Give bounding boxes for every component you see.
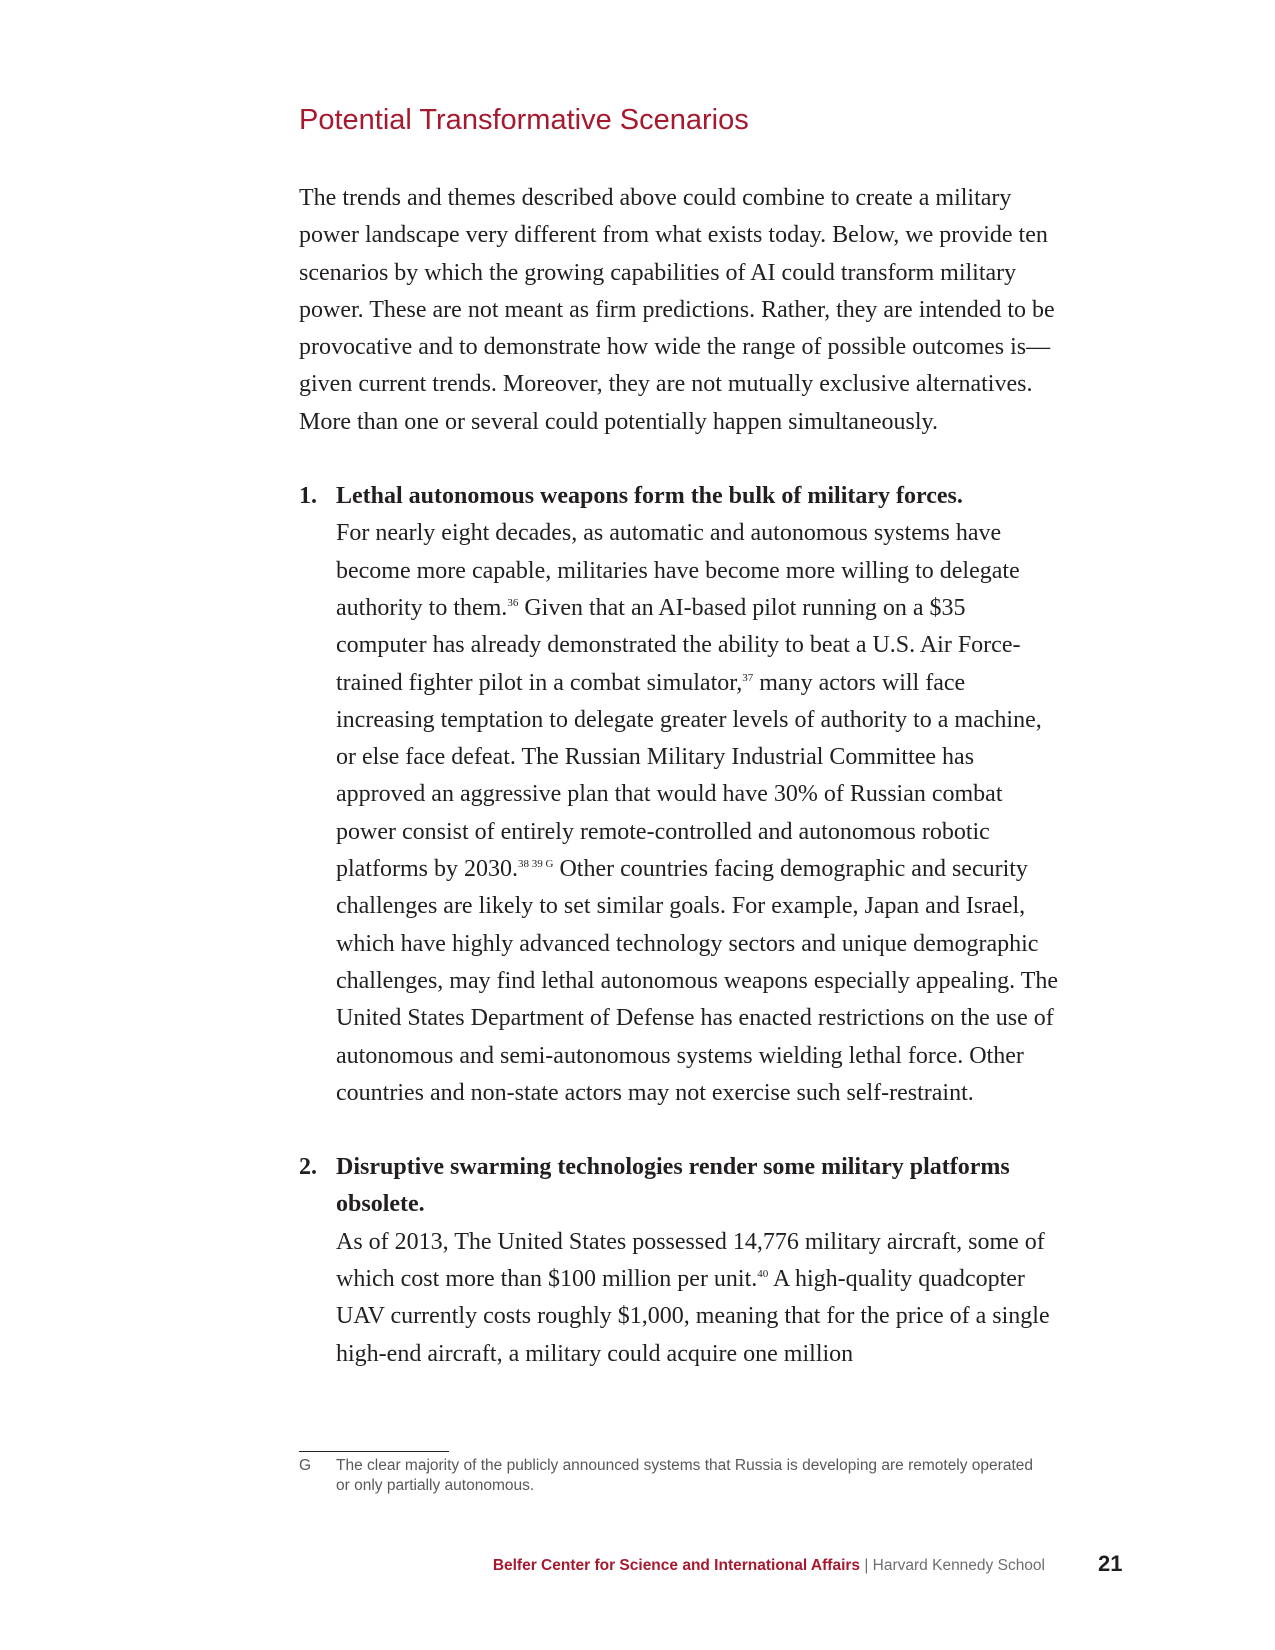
- endnote-ref[interactable]: 37: [742, 671, 754, 684]
- footnote: [299, 1456, 1039, 1496]
- page-content: [299, 102, 1059, 1373]
- scenario-number: 1.: [299, 483, 317, 510]
- page-number: 21: [1098, 1551, 1123, 1576]
- scenario-item: [299, 1149, 1059, 1373]
- page-footer: [493, 1556, 1045, 1576]
- scenario-text: Given that an AI-based pilot running on a $35 computer has already demonstrated the ability to beat a U.S. Air Force-trained fighter pilot in a combat simulator,: [336, 594, 1021, 696]
- scenario-text: Other countries facing demographic and security challenges are likely to set similar goals. For example, Japan and Israel, which have highly advanced technology sectors and unique demographic challenges, may find lethal autonomous weapons especially appealing. The United States Department of Defense has enacted restrictions on the use of autonomous and semi-autonomous systems wielding lethal force. Other countries and non-state actors may not exercise such self-restraint.: [336, 856, 1059, 1106]
- scenario-item: [299, 478, 1059, 1112]
- scenario-text: A high-quality quadcopter UAV currently costs roughly $1,000, meaning that for the price of a single high-end aircraft, a military could acquire one million: [336, 1266, 1050, 1367]
- footnote-divider: [299, 1451, 449, 1452]
- scenario-text: As of 2013, The United States possessed 14,776 military aircraft, some of which cost more than $100 million per unit.: [336, 1228, 1045, 1293]
- footnote-mark: G: [299, 1457, 312, 1474]
- endnote-ref[interactable]: 38 39 G: [517, 858, 554, 871]
- intro-paragraph: The trends and themes described above could combine to create a military power landscape very different from what exists today. Below, we provide ten scenarios by which the growing capabilities of AI could transform military power. These are not meant as firm predictions. Rather, they are intended to be provocative and to demonstrate how wide the range of possible outcomes is—given current trends. Moreover, they are not mutually exclusive alternatives. More than one or several could potentially happen simultaneously.: [299, 185, 1055, 435]
- endnote-ref[interactable]: 40: [757, 1268, 769, 1281]
- footer-organization: Belfer Center for Science and International Affairs: [492, 1557, 861, 1574]
- scenario-text: many actors will face increasing temptation to delegate greater levels of authority to a machine, or else face defeat. The Russian Military Industrial Committee has approved an aggressive plan that would have 30% of Russian combat power consist of entirely remote-controlled and autonomous robotic platforms by 2030.: [336, 669, 1042, 883]
- scenario-body: [336, 515, 1059, 1112]
- footnote-text: The clear majority of the publicly announced systems that Russia is developing are remotely operated or only partially autonomous.: [336, 1457, 1034, 1494]
- footer-separator: |: [860, 1557, 873, 1574]
- endnote-ref[interactable]: 36: [507, 596, 519, 609]
- section-title: Potential Transformative Scenarios: [299, 104, 749, 136]
- scenario-body: [336, 1224, 1059, 1373]
- scenario-heading: Lethal autonomous weapons form the bulk of military forces.: [336, 483, 963, 510]
- scenario-text: For nearly eight decades, as automatic and autonomous systems have become more capable, militaries have become more willing to delegate authority to them.: [336, 520, 1020, 621]
- footer-school: Harvard Kennedy School: [872, 1557, 1045, 1574]
- scenario-number: 2.: [299, 1154, 317, 1181]
- scenario-heading: Disruptive swarming technologies render some military platforms obsolete.: [336, 1154, 1010, 1218]
- scenario-list: [299, 478, 1059, 1373]
